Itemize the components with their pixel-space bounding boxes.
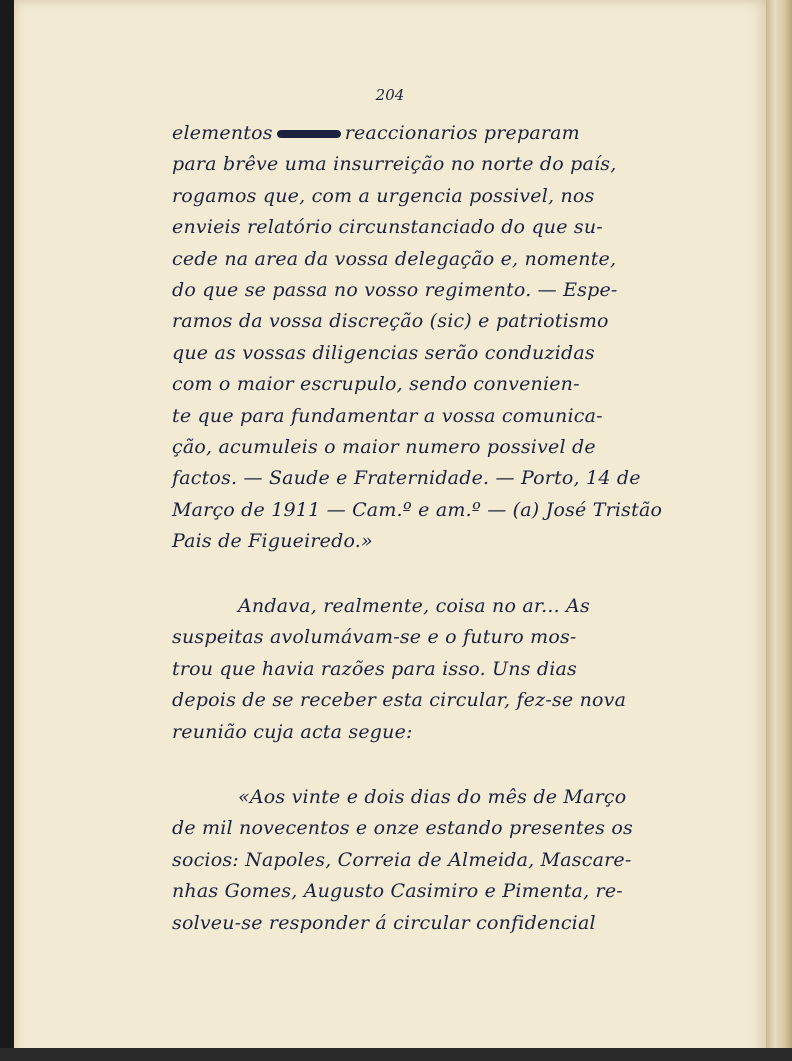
text-line: ção, acumuleis o maior numero possivel de: [172, 436, 596, 459]
text-line: rogamos que, com a urgencia possivel, nos: [172, 184, 595, 207]
text-line: factos. — Saude e Fraternidade. — Porto, 14 de: [172, 467, 641, 490]
paragraph-minutes: [172, 782, 692, 939]
struck-out-word: [277, 130, 341, 138]
text-line: Pais de Figueiredo.»: [172, 530, 373, 553]
page-number: 204: [375, 86, 405, 104]
text-line: envieis relatório circunstanciado do que su-: [172, 216, 603, 239]
text-line: com o maior escrupulo, sendo convenien-: [172, 373, 580, 396]
paragraph-narration: [172, 591, 692, 748]
text-line: nhas Gomes, Augusto Casimiro e Pimenta, re-: [172, 880, 623, 903]
text-line: depois de se receber esta circular, fez-se nova: [172, 689, 627, 712]
text-line: reunião cuja acta segue:: [172, 720, 413, 743]
text-line: solveu-se responder á circular confidencial: [172, 911, 596, 934]
text-line: Março de 1911 — Cam.º e am.º — (a) José Tristão: [172, 498, 663, 521]
text-line: suspeitas avolumávam-se e o futuro mos-: [172, 626, 577, 649]
line-rest: reaccionarios preparam: [344, 122, 580, 144]
text-line: Andava, realmente, coisa no ar... As: [238, 595, 590, 617]
text-line: do que se passa no vosso regimento. — Espe-: [172, 279, 618, 302]
text-line: te que para fundamentar a vossa comunica-: [172, 404, 603, 427]
text-line: trou que havia razões para isso. Uns dias: [172, 657, 578, 680]
text-line: para brêve uma insurreição no norte do país,: [172, 153, 617, 176]
line-start: elementos: [172, 122, 273, 144]
paragraph-letter-end: [172, 118, 692, 558]
text-line: «Aos vinte e dois dias do mês de Março: [238, 786, 627, 808]
text-line: que as vossas diligencias serão conduzidas: [172, 341, 595, 364]
text-line: [172, 118, 692, 149]
scan-border: [0, 1048, 792, 1061]
manuscript-page: [14, 0, 766, 1061]
text-line: socios: Napoles, Correia de Almeida, Mascare-: [172, 848, 632, 871]
text-line: de mil novecentos e onze estando presentes os: [172, 817, 633, 840]
text-line: ramos da vossa discreção (sic) e patriotismo: [172, 310, 609, 333]
book-page-edge: [766, 0, 792, 1061]
text-line: cede na area da vossa delegação e, nomente,: [172, 247, 617, 270]
